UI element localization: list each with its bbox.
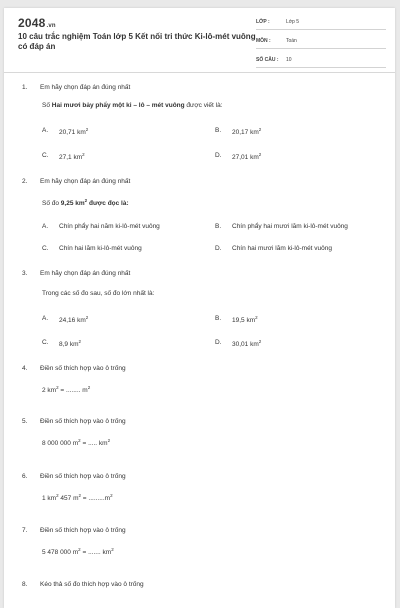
question-7-blank[interactable]: 5 478 000 $m^2$ = ....... $km^2$ xyxy=(42,547,114,557)
question-6-blank[interactable]: 1 $km^2$ 457 $m^2 = .........m^2$ xyxy=(42,493,113,503)
question-5-blank[interactable]: 8 000 000 $m^2$ = ..... $km^2$ xyxy=(42,438,111,448)
meta-count: SỐ CÂU : 10 xyxy=(256,52,386,68)
q1-option-d[interactable]: D. 27,01 $km^2$ xyxy=(215,152,262,162)
q3-option-d[interactable]: D. 30,01 $km^2$ xyxy=(215,339,262,349)
question-3-stem: Trong các số đo sau, số đo lớn nhất là: xyxy=(42,290,155,297)
q2-option-b[interactable]: B. Chín phẩy hai mươi lăm ki-lô-mét vuông xyxy=(215,223,348,230)
question-7: 7. Điền số thích hợp vào ô trống xyxy=(22,527,126,534)
question-5: 5. Điền số thích hợp vào ô trống xyxy=(22,418,126,425)
q1-option-b[interactable]: B. 20,17 $km^2$ xyxy=(215,127,262,137)
q1-option-a[interactable]: A. 20,71 $km^2$ xyxy=(42,127,89,137)
q3-option-b[interactable]: B. 19,5 $km^2$ xyxy=(215,315,258,325)
q2-option-d[interactable]: D. Chín hai mươi lăm ki-lô-mét vuông xyxy=(215,245,333,252)
q2-option-a[interactable]: A. Chín phẩy hai năm ki-lô-mét vuông xyxy=(42,223,160,230)
q3-option-a[interactable]: A. 24,16 $km^2$ xyxy=(42,315,89,325)
q1-option-c[interactable]: C. 27,1 $km^2$ xyxy=(42,152,85,162)
question-3: 3. Em hãy chọn đáp án đúng nhất xyxy=(22,270,131,277)
question-6: 6. Điền số thích hợp vào ô trống xyxy=(22,473,126,480)
site-logo[interactable]: 2048.vn xyxy=(18,16,56,30)
meta-subject: MÔN : Toán xyxy=(256,33,386,49)
question-2-stem: Số đo 9,25 $km^2$ được đọc là: xyxy=(42,198,129,208)
q3-option-c[interactable]: C. 8,9 $km^2$ xyxy=(42,339,82,349)
q2-option-c[interactable]: C. Chín hai lăm ki-lô-mét vuông xyxy=(42,245,142,252)
worksheet-header xyxy=(4,8,395,73)
question-4-blank[interactable]: 2 $km^2$ = ........ $m^2$ xyxy=(42,385,91,395)
question-8: 8. Kéo thả số đo thích hợp vào ô trống xyxy=(22,581,144,588)
question-4: 4. Điền số thích hợp vào ô trống xyxy=(22,365,126,372)
worksheet-page xyxy=(4,8,395,608)
question-1-stem: Số Hai mươi bảy phẩy một ki – lô – mét vuông được viết là: xyxy=(42,102,223,109)
question-2: 2. Em hãy chọn đáp án đúng nhất xyxy=(22,178,131,185)
question-1: 1. Em hãy chọn đáp án đúng nhất xyxy=(22,84,131,91)
page-title: 10 câu trắc nghiệm Toán lớp 5 Kết nối tri thức Ki-lô-mét vuông có đáp án xyxy=(18,32,256,51)
meta-class: LỚP : Lớp 5 xyxy=(256,14,386,30)
worksheet-meta xyxy=(256,14,386,71)
